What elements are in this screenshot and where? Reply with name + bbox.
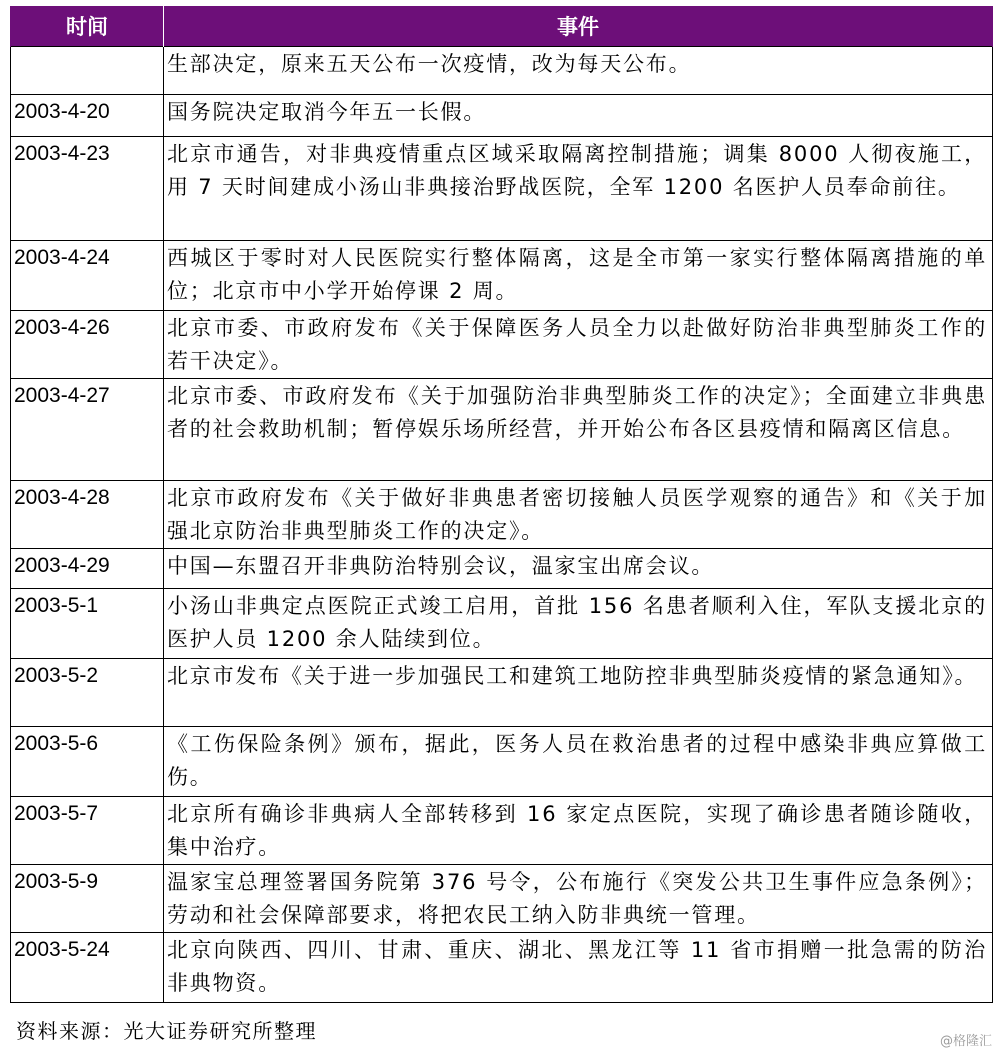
date-cell: 2003-4-24 — [11, 241, 164, 311]
table-row — [11, 549, 993, 589]
date-cell: 2003-4-28 — [11, 481, 164, 549]
header-event: 事件 — [164, 6, 993, 47]
event-cell: 北京市通告，对非典疫情重点区域采取隔离控制措施；调集 8000 人彻夜施工，用 7 天时间建成小汤山非典接治野战医院，全军 1200 名医护人员奉命前往。 — [164, 137, 993, 241]
table-row — [11, 933, 993, 1003]
table-row — [11, 589, 993, 659]
table-row — [11, 311, 993, 379]
date-cell: 2003-5-6 — [11, 727, 164, 797]
table-row — [11, 865, 993, 933]
table-row — [11, 137, 993, 241]
date-cell: 2003-5-9 — [11, 865, 164, 933]
event-cell: 生部决定，原来五天公布一次疫情，改为每天公布。 — [164, 47, 993, 95]
date-cell — [11, 47, 164, 95]
date-cell: 2003-4-27 — [11, 379, 164, 481]
date-cell: 2003-5-1 — [11, 589, 164, 659]
events-table — [10, 6, 993, 1003]
table-header-row — [11, 6, 993, 47]
event-cell: 西城区于零时对人民医院实行整体隔离，这是全市第一家实行整体隔离措施的单位；北京市中小学开始停课 2 周。 — [164, 241, 993, 311]
event-cell: 温家宝总理签署国务院第 376 号令，公布施行《突发公共卫生事件应急条例》；劳动和社会保障部要求，将把农民工纳入防非典统一管理。 — [164, 865, 993, 933]
table-row — [11, 47, 993, 95]
date-cell: 2003-4-20 — [11, 95, 164, 137]
event-cell: 北京市委、市政府发布《关于加强防治非典型肺炎工作的决定》；全面建立非典患者的社会救助机制；暂停娱乐场所经营，并开始公布各区县疫情和隔离区信息。 — [164, 379, 993, 481]
event-cell: 《工伤保险条例》颁布，据此，医务人员在救治患者的过程中感染非典应算做工伤。 — [164, 727, 993, 797]
table-row — [11, 797, 993, 865]
table-row — [11, 241, 993, 311]
event-cell: 北京所有确诊非典病人全部转移到 16 家定点医院，实现了确诊患者随诊随收，集中治疗。 — [164, 797, 993, 865]
date-cell: 2003-5-2 — [11, 659, 164, 727]
event-cell: 北京市发布《关于进一步加强民工和建筑工地防控非典型肺炎疫情的紧急通知》。 — [164, 659, 993, 727]
date-cell: 2003-4-23 — [11, 137, 164, 241]
event-cell: 国务院决定取消今年五一长假。 — [164, 95, 993, 137]
source-note: 资料来源：光大证券研究所整理 — [16, 1019, 317, 1043]
table-row — [11, 95, 993, 137]
date-cell: 2003-4-29 — [11, 549, 164, 589]
event-cell: 中国—东盟召开非典防治特别会议，温家宝出席会议。 — [164, 549, 993, 589]
table-row — [11, 727, 993, 797]
event-cell: 北京向陕西、四川、甘肃、重庆、湖北、黑龙江等 11 省市捐赠一批急需的防治非典物资。 — [164, 933, 993, 1003]
table-row — [11, 481, 993, 549]
table-row — [11, 659, 993, 727]
table-row — [11, 379, 993, 481]
event-cell: 北京市委、市政府发布《关于保障医务人员全力以赴做好防治非典型肺炎工作的若干决定》。 — [164, 311, 993, 379]
event-cell: 北京市政府发布《关于做好非典患者密切接触人员医学观察的通告》和《关于加强北京防治非典型肺炎工作的决定》。 — [164, 481, 993, 549]
event-cell: 小汤山非典定点医院正式竣工启用，首批 156 名患者顺利入住，军队支援北京的医护人员 1200 余人陆续到位。 — [164, 589, 993, 659]
header-time: 时间 — [11, 6, 164, 47]
watermark: @格隆汇 — [939, 1034, 992, 1049]
date-cell: 2003-4-26 — [11, 311, 164, 379]
date-cell: 2003-5-24 — [11, 933, 164, 1003]
date-cell: 2003-5-7 — [11, 797, 164, 865]
